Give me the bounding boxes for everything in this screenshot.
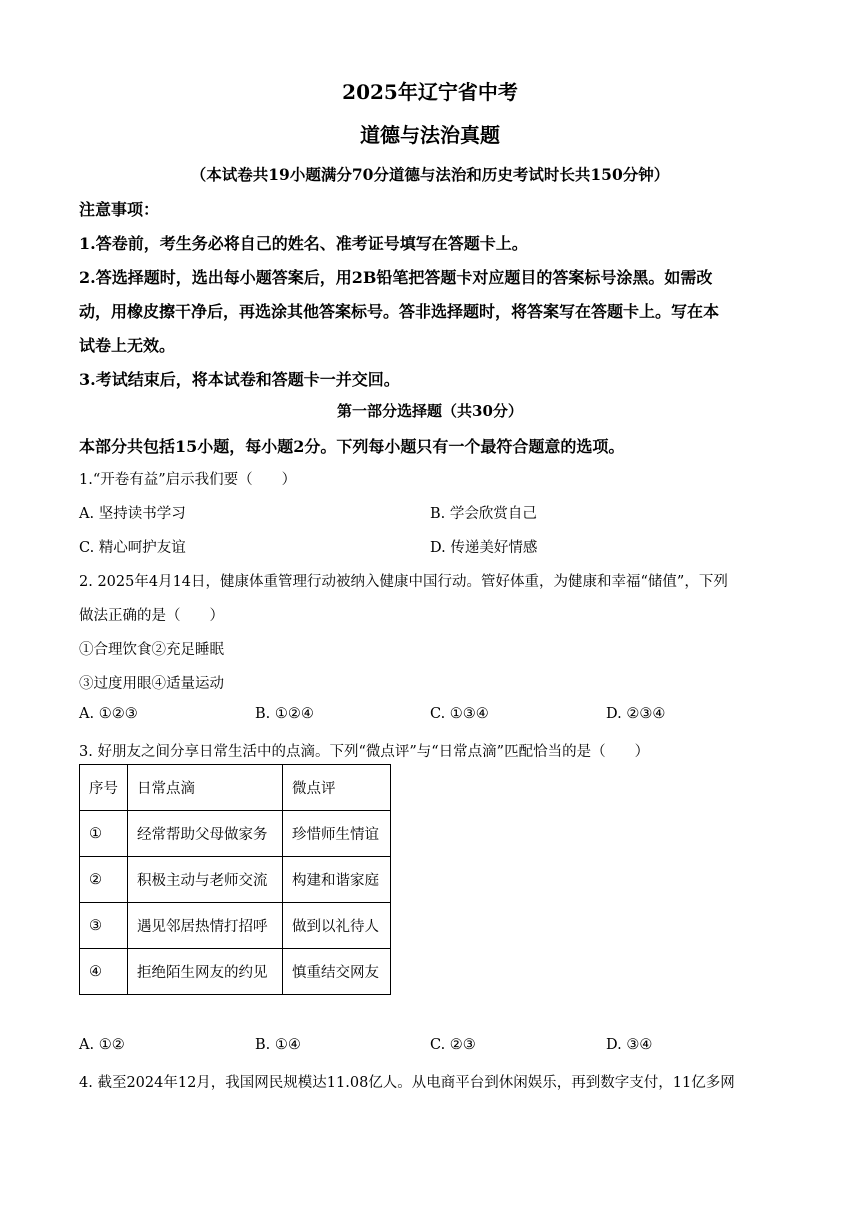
section-intro: 本部分共包括15小题，每小题2分。下列每小题只有一个最符合题意的选项。 <box>79 437 625 456</box>
q3-table <box>79 764 391 995</box>
table-cell: 拒绝陌生网友的约见 <box>128 949 283 995</box>
question-4-stem: 4. 截至2024年12月，我国网民规模达11.08亿人。从电商平台到休闲娱乐，再到数字支付，11亿多网 <box>79 1075 735 1091</box>
table-cell: ③ <box>80 903 128 949</box>
note-2-line-3: 试卷上无效。 <box>79 336 176 355</box>
note-2-line-2: 动，用橡皮擦干净后，再选涂其他答案标号。答非选择题时，将答案写在答题卡上。写在本 <box>79 302 720 321</box>
table-cell: 做到以礼待人 <box>283 903 391 949</box>
exam-subject-title: 道德与法治真题 <box>360 123 500 147</box>
q3-option-c: C. ②③ <box>430 1037 476 1053</box>
q2-items-1: ①合理饮食②充足睡眠 <box>79 642 224 658</box>
q1-option-a: A. 坚持读书学习 <box>79 506 186 522</box>
question-2-stem-line-2: 做法正确的是（ ） <box>79 608 224 624</box>
table-cell: 构建和谐家庭 <box>283 857 391 903</box>
table-header-cell: 微点评 <box>283 765 391 811</box>
table-row <box>80 949 391 995</box>
q3-option-d: D. ③④ <box>606 1037 653 1053</box>
note-3: 3.考试结束后，将本试卷和答题卡一并交回。 <box>79 370 400 389</box>
q1-option-b: B. 学会欣赏自己 <box>430 506 537 522</box>
note-2-line-1: 2.答选择题时，选出每小题答案后，用2B铅笔把答题卡对应题目的答案标号涂黑。如需改 <box>79 268 713 287</box>
exam-subtitle: （本试卷共19小题满分70分道德与法治和历史考试时长共150分钟） <box>190 165 670 184</box>
table-header-row <box>80 765 391 811</box>
q2-option-a: A. ①②③ <box>79 706 138 722</box>
q2-option-b: B. ①②④ <box>255 706 314 722</box>
notes-heading: 注意事项： <box>79 200 160 219</box>
q1-option-d: D. 传递美好情感 <box>430 540 538 556</box>
question-2-stem-line-1: 2. 2025年4月14日，健康体重管理行动被纳入健康中国行动。管好体重，为健康和幸福“储值”，下列 <box>79 574 728 590</box>
table-header-cell: 日常点滴 <box>128 765 283 811</box>
table-cell: 珍惜师生情谊 <box>283 811 391 857</box>
q2-items-2: ③过度用眼④适量运动 <box>79 676 224 692</box>
table-cell: ① <box>80 811 128 857</box>
table-row <box>80 857 391 903</box>
table-row <box>80 903 391 949</box>
q3-option-a: A. ①② <box>79 1037 125 1053</box>
table-cell: 慎重结交网友 <box>283 949 391 995</box>
note-1: 1.答卷前，考生务必将自己的姓名、准考证号填写在答题卡上。 <box>79 234 528 253</box>
q1-option-c: C. 精心呵护友谊 <box>79 540 186 556</box>
table-cell: 遇见邻居热情打招呼 <box>128 903 283 949</box>
table-cell: 积极主动与老师交流 <box>128 857 283 903</box>
question-3-stem: 3. 好朋友之间分享日常生活中的点滴。下列“微点评”与“日常点滴”匹配恰当的是（ ） <box>79 744 650 760</box>
table-header-cell: 序号 <box>80 765 128 811</box>
section-title: 第一部分选择题（共30分） <box>337 402 523 420</box>
table-cell: ④ <box>80 949 128 995</box>
table-cell: ② <box>80 857 128 903</box>
question-1-stem: 1.“开卷有益”启示我们要（ ） <box>79 472 297 488</box>
q2-option-c: C. ①③④ <box>430 706 489 722</box>
q2-option-d: D. ②③④ <box>606 706 666 722</box>
table-row <box>80 811 391 857</box>
q3-option-b: B. ①④ <box>255 1037 301 1053</box>
table-cell: 经常帮助父母做家务 <box>128 811 283 857</box>
exam-title: 2025年辽宁省中考 <box>342 80 518 104</box>
